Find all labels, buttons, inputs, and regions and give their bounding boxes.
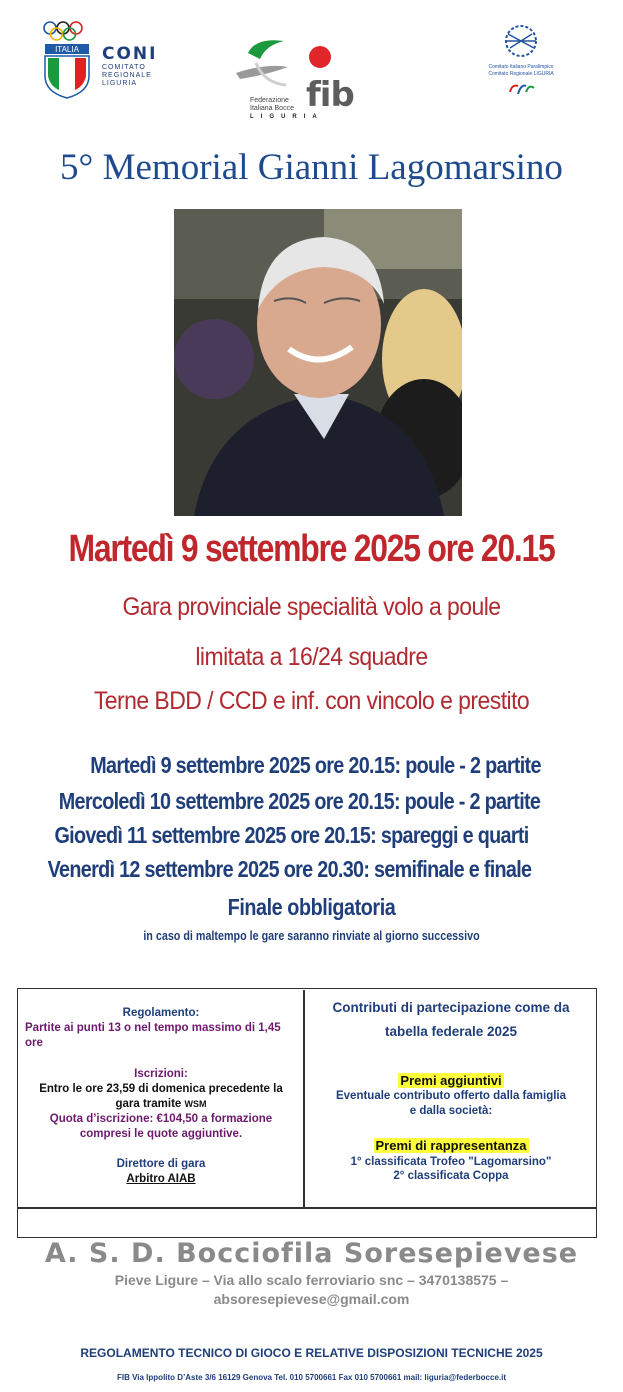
coni-logo (42, 18, 172, 100)
event-line-3: Terne BDD / CCD e inf. con vincolo e prestito (93, 687, 530, 715)
event-date-heading: Martedì 9 settembre 2025 ore 20.15 (68, 528, 555, 570)
premi-aggiuntivi-line-2: e dalla società: (409, 1105, 493, 1117)
coni-line-2: REGIONALE (102, 72, 152, 79)
fib-region: LIGURIA (250, 114, 324, 120)
address-email: absoresepievese@gmail.com (213, 1291, 410, 1307)
regolamento-title: Regolamento: (122, 1007, 200, 1019)
regolamento-footer: REGOLAMENTO TECNICO DI GIOCO E RELATIVE DISPOSIZIONI TECNICHE 2025 (80, 1346, 543, 1360)
iscrizioni-line-2 (20, 1097, 302, 1112)
cip-line-2: Comitato Regionale LIGURIA (488, 71, 554, 77)
contributi-line-2: tabella federale 2025 (384, 1024, 518, 1039)
contributi-line-1: Contributi di partecipazione come da (332, 1000, 570, 1015)
fib-contact-footer: FIB Via Ippolito D’Aste 3/6 16129 Genova Tel. 010 5700661 Fax 010 5700661 mail: liguria@federbocce.it (116, 1373, 507, 1382)
prize-1: 1° classificata Trofeo "Lagomarsino" (350, 1156, 552, 1168)
regolamento-text: Partite ai punti 13 o nel tempo massimo di 1,45 ore (25, 1022, 281, 1049)
prize-2: 2° classificata Coppa (393, 1170, 509, 1182)
olympic-rings-shield-icon (42, 18, 102, 100)
schedule-line-4: Venerdì 12 settembre 2025 ore 20.30: semifinale e finale (47, 856, 532, 882)
iscrizioni-line-1: Entro le ore 23,59 di domenica precedente la (39, 1083, 283, 1095)
direttore-title: Direttore di gara (116, 1158, 206, 1170)
page-title: 5° Memorial Gianni Lagomarsino (60, 147, 563, 188)
info-box-horizontal-divider (18, 1207, 596, 1209)
schedule-line-1: Martedì 9 settembre 2025 ore 20.15: poule - 2 partite (90, 752, 541, 778)
address-line-1: Pieve Ligure – Via allo scalo ferroviario snc – 3470138575 – (114, 1272, 509, 1288)
memorial-portrait-photo (174, 209, 462, 516)
organizer-name: A. S. D. Bocciofila Soresepievese (44, 1238, 579, 1269)
iscrizioni-wsm: WSM (184, 1099, 207, 1109)
schedule-line-3: Giovedì 11 settembre 2025 ore 20.15: spareggi e quarti (54, 822, 529, 848)
premi-aggiuntivi-line-1: Eventuale contributo offerto dalla famiglia (335, 1090, 567, 1102)
fib-logo (236, 35, 376, 123)
direttore-name: Arbitro AIAB (126, 1173, 196, 1185)
fib-federation-line-1: Federazione (250, 97, 289, 104)
fib-name: fib (306, 75, 354, 115)
premi-rappresentanza-wrap (306, 1138, 596, 1153)
coni-line-1: COMITATO (102, 64, 146, 71)
fib-federation-line-2: Italiana Bocce (250, 105, 294, 112)
iscrizioni-title: Iscrizioni: (134, 1068, 188, 1080)
cip-line-1: Comitato Italiano Paralimpico (488, 64, 554, 70)
finale-note: Finale obbligatoria (227, 894, 396, 920)
coni-italia-label: ITALIA (55, 45, 79, 54)
iscrizioni-line-2-text: gara tramite (115, 1098, 182, 1110)
direttore-name-wrap (20, 1172, 302, 1187)
weather-note: in caso di maltempo le gare saranno rinviate al giorno successivo (143, 929, 480, 943)
cip-logo (476, 24, 566, 104)
quota-line-2: compresi le quote aggiuntive. (79, 1128, 243, 1140)
event-line-1: Gara provinciale specialità volo a poule (122, 593, 501, 621)
coni-name: CONI (102, 44, 158, 64)
premi-aggiuntivi-wrap (306, 1073, 596, 1088)
coni-line-3: LIGURIA (102, 80, 138, 87)
info-box-vertical-divider (303, 990, 305, 1208)
premi-aggiuntivi-label: Premi aggiuntivi (400, 1073, 502, 1088)
event-line-2: limitata a 16/24 squadre (195, 643, 428, 671)
paralympic-sphere-icon (476, 24, 566, 64)
agitos-icon (476, 80, 566, 100)
premi-rappresentanza-label: Premi di rappresentanza (375, 1138, 527, 1153)
schedule-line-2: Mercoledì 10 settembre 2025 ore 20.15: poule - 2 partite (58, 788, 541, 814)
quota-line-1: Quota d’iscrizione: €104,50 a formazione (49, 1113, 273, 1125)
